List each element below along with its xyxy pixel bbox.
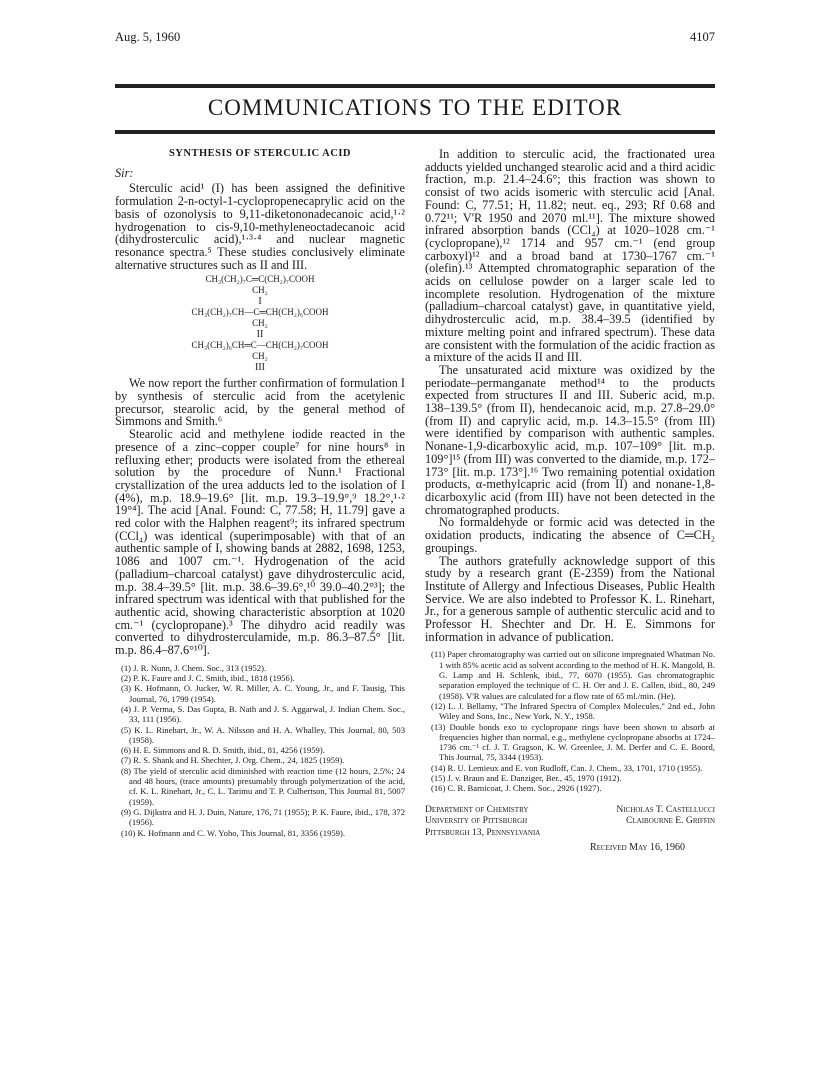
structure-II-formula: CH₃(CH₂)₇CH—C═CH(CH₂)₆COOH: [191, 307, 329, 318]
salutation: Sir:: [115, 165, 134, 180]
structure-I-ch2: CH₂: [252, 285, 268, 296]
paragraph: Sterculic acid¹ (I) has been assigned the definitive formulation 2-n-octyl-1-cyclopropenecaprylic acid on the basis of ozonolysis to 9,11-diketononadecanoic acid,¹·² hydrogenation to cis-9,10-methyleneoctadecanoic acid (dihydrosterculic acid),¹·³·⁴ and nuclear magnetic resonance spectra.⁵ These studies conclusively eliminate alternative structures such as II and III.: [115, 181, 405, 272]
structure-formulas: [115, 274, 405, 373]
footnote: (6) H. E. Simmons and R. D. Smith, ibid., 81, 4256 (1959).: [121, 745, 325, 756]
paragraph: We now report the further confirmation of formulation I by synthesis of sterculic acid from the acetylenic precursor, stearolic acid, by the general method of Simmons and Smith.⁶: [115, 376, 405, 429]
footnotes: [425, 649, 715, 793]
footnote: (9) G. Dijkstra and H. J. Duin, Nature, 176, 71 (1955); P. K. Faure, ibid., 178, 372 (1956).: [121, 806, 405, 828]
footnote: (8) The yield of sterculic acid diminished with reaction time (12 hours, 2.5%; 24 and 48 hours, (trace amounts) presumably through polymerization of the acid, cf. K. L. Rinehart, Jr., C. L. Tarimu and T. P. Culbertson, This Journal 81, 5007 (1959).: [121, 765, 405, 807]
footnote: (1) J. R. Nunn, J. Chem. Soc., 313 (1952).: [121, 662, 267, 673]
structure-III-ch2: CH₂: [252, 351, 268, 362]
paragraph: No formaldehyde or formic acid was detected in the oxidation products, indicating the absence of C═CH₂ groupings.: [425, 515, 715, 555]
footnotes: [115, 663, 405, 838]
footnote: (11) Paper chromatography was carried out on silicone impregnated Whatman No. 1 with 85% acetic acid as solvent according to the method of H. K. Mangold, B. G. Lamp and H. Schlenk, ibid., 77, 6070 (1955). Gas chromatographic separation employed the technique of C. H. Orr and J. E. Callen, ibid., 80, 249 (1958). V'R values are calculated for a flow rate of 65 ml./min. (He).: [431, 649, 715, 701]
footnote: (4) J. P. Verma, S. Das Gupta, B. Nath and J. S. Aggarwal, J. Indian Chem. Soc., 33, 111 (1956).: [121, 703, 405, 725]
footnote: (14) R. U. Lemieux and E. von Rudloff, Can. J. Chem., 33, 1701, 1710 (1955).: [431, 762, 703, 773]
page-number: 4107: [690, 30, 715, 44]
section-title: COMMUNICATIONS TO THE EDITOR: [207, 95, 623, 120]
acknowledgment: The authors gratefully acknowledge support of this study by a research grant (E-2359) from the National Institute of Allergy and Infectious Diseases, Public Health Service. We are also indebted to Professor K. L. Rinehart, Jr., for a generous sample of authentic sterculic acid and to Professor H. Shechter and Dr. H. E. Simmons for information in advance of publication.: [425, 553, 715, 644]
affiliation-block: [425, 804, 715, 839]
bottom-rule: [115, 130, 715, 134]
footnote: (16) C. R. Barnicoat, J. Chem. Soc., 2926 (1927).: [431, 783, 602, 794]
footnote: (15) J. v. Braun and E. Danziger, Ber., 45, 1970 (1912).: [431, 772, 622, 783]
page-header: [115, 30, 715, 48]
structure-I-label: I: [258, 296, 262, 308]
author-name: Claibourne E. Griffin: [626, 815, 715, 827]
paragraph: In addition to sterculic acid, the fractionated urea adducts yielded unchanged stearolic acid and a third acidic fraction, m.p. 21.4–24.6°; this fraction was shown to consist of two acids isomeric with sterculic acid [Anal. Found: C, 77.51; H, 11.82; neut. eq., 293; Rf 0.68 and 0.72¹¹; V'R 1950 and 2070 ml.¹¹]. The mixture showed infrared absorption bands (CCl₄) at 1020–1028 cm.⁻¹ (cyclopropane),¹² 1714 and 957 cm.⁻¹ (end group carboxyl)¹² and a broad band at 1730–1767 cm.⁻¹ (olefin).¹³ Attempted chromatographic separation of the acids on cellulose powder on a larger scale led to incomplete resolution. Hydrogenation of the mixture (palladium–charcoal catalyst) gave, in quantitative yield, dihydrosterculic acid, m.p. 38.4–39.5 (identified by mixture melting point and infrared spectrum). These data are consistent with the formulation of the acidic fraction as a mixture of the acids II and III.: [425, 147, 715, 365]
top-rule: [115, 84, 715, 88]
left-column: [115, 148, 405, 838]
footnote: (3) K. Hofmann, O. Jucker, W. R. Miller, A. C. Young, Jr., and F. Tausig, This Journal, 76, 1799 (1954).: [121, 683, 405, 704]
right-column: [425, 148, 715, 855]
paragraph: The unsaturated acid mixture was oxidized by the periodate–permanganate method¹⁴ to the products expected from structures II and III. Suberic acid, m.p. 138–139.5° (from II), hendecanoic acid, m.p. 27.8–29.0° (from II) and caprylic acid, m.p. 14.3–15.5° (from III) were identified by comparison with authentic samples. Nonane-1,9-dicarboxylic acid, m.p. 107–109° [lit. m.p. 109°]¹⁵ (from III) was converted to the diamide, m.p. 172–173° [lit. m.p. 173°].¹⁶ Two remaining potential oxidation products, α-methylcapric acid (from II) and nonane-1,8-dicarboxylic acid (from III) have not been detected in the chromatographed products.: [425, 362, 715, 517]
structure-I-formula: CH₃(CH₂)₇C═C(CH₂)₇COOH: [205, 274, 315, 285]
footnote: (13) Double bonds exo to cyclopropane rings have been shown to absorb at frequencies higher than normal, e.g., methylene cyclopropane absorbs at 1724–1736 cm.⁻¹ cf. J. T. Gragson, K. W. Greenlee, J. M. Derfer and C. E. Boord, This Journal, 75, 3344 (1953).: [431, 721, 715, 763]
issue-date: Aug. 5, 1960: [115, 30, 181, 44]
received-date: Received May 16, 1960: [590, 842, 685, 854]
author-name: Nicholas T. Castellucci: [616, 803, 715, 815]
department: Department of Chemistry: [425, 803, 529, 815]
university: University of Pittsburgh: [425, 815, 528, 827]
footnote: (5) K. L. Rinehart, Jr., W. A. Nilsson and H. A. Whalley, This Journal, 80, 503 (1958).: [121, 724, 405, 745]
paragraph: Stearolic acid and methylene iodide reacted in the presence of a zinc–copper couple⁷ for nine hours⁸ in refluxing ether; products were isolated from the ethereal solution by the procedure of Nunn.¹ Fractional crystallization of the urea adducts led to the isolation of I (4%), m.p. 18.9–19.6° [lit. m.p. 19.3–19.9°,⁹ 18.2°,¹·² 19°⁴]. The acid [Anal. Found: C, 77.58; H, 11.79] gave a red color with the Halphen reagent⁹; its infrared spectrum (CCl₄) was identical (superimposable) with that of an authentic sample of I, showing bands at 2882, 1698, 1253, 1086 and 1007 cm.⁻¹. Hydrogenation of the acid (palladium–charcoal catalyst) gave dihydrosterculic acid, m.p. 38.4–39.5° [lit. m.p. 38.6–39.6°,¹⁰ 39.0–40.2°³]; the infrared spectrum was identical with that published for the authentic acid, showing characteristic absorption at 1020 cm.⁻¹ (cyclopropane).³ The dihydro acid readily was converted to dihydrosterculamide, m.p. 86.3–87.5° [lit. m.p. 86.4–87.6°¹⁰].: [115, 427, 405, 658]
city: Pittsburgh 13, Pennsylvania: [425, 826, 541, 838]
structure-III-label: III: [255, 362, 265, 374]
footnote: (10) K. Hofmann and C. W. Yoho, This Journal, 81, 3356 (1959).: [121, 827, 345, 838]
article-heading: SYNTHESIS OF STERCULIC ACID: [168, 148, 352, 159]
footnote: (12) L. J. Bellamy, "The Infrared Spectra of Complex Molecules," 2nd ed., John Wiley and Sons, Inc., New York, N. Y., 1958.: [431, 700, 715, 722]
structure-II-ch2: CH₂: [252, 318, 268, 329]
structure-III-formula: CH₃(CH₂)₆CH═C—CH(CH₂)₇COOH: [191, 340, 329, 351]
footnote: (2) P. K. Faure and J. C. Smith, ibid., 1818 (1956).: [121, 673, 295, 684]
footnote: (7) R. S. Shank and H. Shechter, J. Org. Chem., 24, 1825 (1959).: [121, 755, 345, 766]
structure-II-label: II: [256, 329, 264, 341]
